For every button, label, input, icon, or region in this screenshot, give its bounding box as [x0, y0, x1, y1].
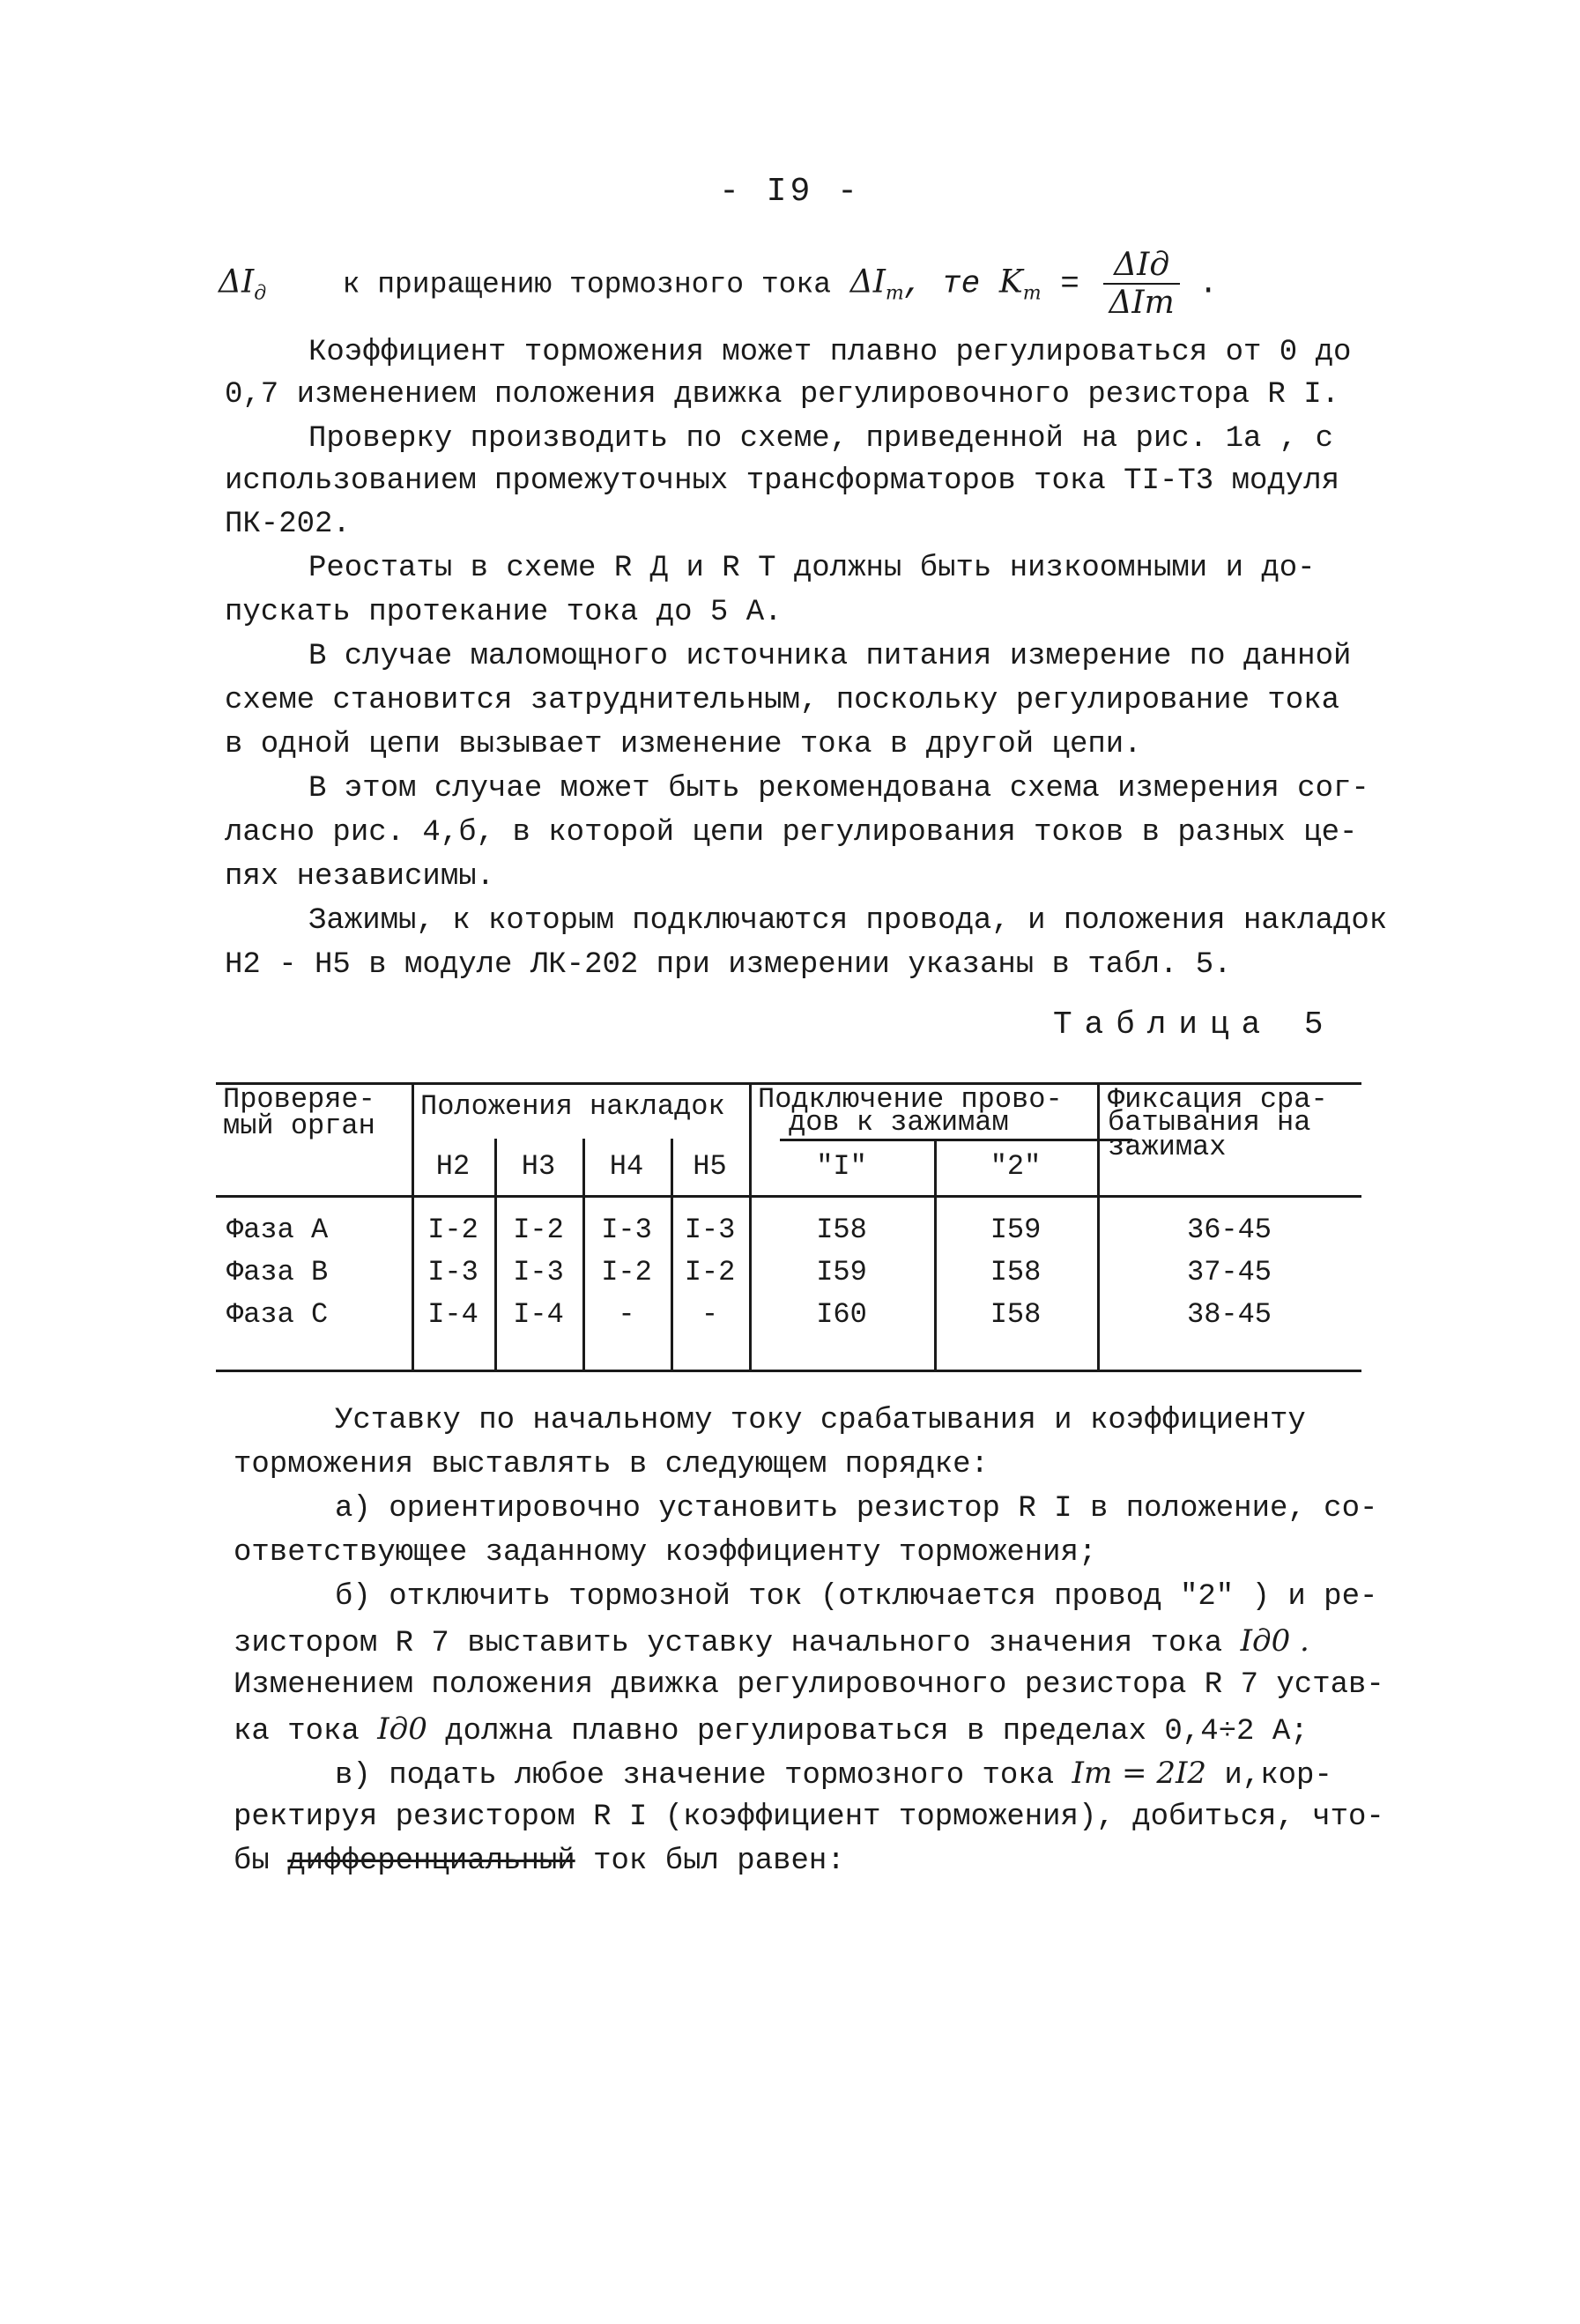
connection-subheader-rule: [780, 1139, 1132, 1141]
paragraph-line: схеме становится затруднительным, поскольку регулирование тока: [225, 684, 1340, 717]
row-wire-1: I60: [816, 1298, 867, 1331]
fraction-denominator: ΔIт: [1109, 285, 1175, 321]
line-text: должна плавно регулироваться в пределах 0,4÷2 А;: [445, 1715, 1309, 1749]
paragraph-line: В случае маломощного источника питания измерение по данной: [308, 640, 1352, 673]
formula-text: к приращению тормозного тока: [342, 268, 832, 301]
paragraph-line: Коэффициент торможения может плавно регулироваться от 0 до: [308, 336, 1352, 369]
k-symbol: K: [998, 264, 1023, 301]
paragraph-line: торможения выставлять в следующем порядке:: [234, 1448, 989, 1481]
header-wire-1: "I": [816, 1150, 867, 1183]
paragraph-line: б) отключить тормозной ток (отключается провод "2" ) и ре-: [335, 1580, 1378, 1614]
line-text: и,кор-: [1224, 1759, 1332, 1793]
paragraph-line: ПК-202.: [225, 508, 351, 541]
te-text: , те: [903, 265, 981, 302]
row-h4: I-2: [601, 1256, 652, 1288]
paragraph-line: Н2 - Н5 в модуле ЛК-202 при измерении указаны в табл. 5.: [225, 948, 1232, 982]
row-h3: I-2: [513, 1214, 564, 1246]
header-fixation-2: батывания на: [1108, 1106, 1311, 1139]
line-text: зистором R 7 выставить уставку начального значения тока: [234, 1627, 1223, 1660]
row-organ: Фаза А: [226, 1214, 329, 1246]
paragraph-line: Уставку по начальному току срабатывания и коэффициенту: [335, 1404, 1306, 1437]
table-bottom-rule: [216, 1370, 1361, 1372]
table-caption: Таблица 5: [1053, 1006, 1336, 1043]
row-h3: I-4: [513, 1298, 564, 1331]
header-positions: Положения накладок: [420, 1090, 725, 1123]
line-text: ток был равен:: [593, 1845, 845, 1878]
row-fixation: 38-45: [1186, 1298, 1272, 1331]
formula-end: .: [1198, 265, 1219, 302]
header-fixation: Фиксация сра-: [1108, 1083, 1328, 1116]
row-wire-2: I59: [990, 1214, 1042, 1246]
row-wire-2: I58: [990, 1298, 1042, 1331]
struck-word: дифференциальный: [287, 1845, 575, 1878]
row-h2: I-2: [427, 1214, 478, 1246]
row-organ: Фаза С: [226, 1298, 329, 1331]
paragraph-line: Проверку производить по схеме, приведенной на рис. 1а , с: [308, 422, 1333, 456]
formula-fraction: [1103, 247, 1179, 321]
fraction-numerator: ΔIд: [1103, 247, 1179, 285]
table-header-rule: [216, 1195, 1361, 1198]
row-organ: Фаза В: [226, 1256, 329, 1288]
paragraph-line: пях независимы.: [225, 860, 495, 894]
row-wire-1: I59: [816, 1256, 867, 1288]
row-wire-1: I58: [816, 1214, 867, 1246]
line-text: в) подать любое значение тормозного тока: [335, 1759, 1055, 1793]
paragraph-line: [234, 1623, 1309, 1661]
header-h2: Н2: [435, 1150, 471, 1183]
row-h5: I-2: [684, 1256, 736, 1288]
inline-formula-id0: Iд0 .: [1240, 1623, 1309, 1659]
delta-it-symbol: ΔI: [849, 264, 886, 301]
row-h2: I-3: [427, 1256, 478, 1288]
paragraph-line: [335, 1756, 1332, 1793]
header-organ: Проверяе-: [223, 1083, 375, 1116]
paragraph-line: 0,7 изменением положения движка регулировочного резистора R I.: [225, 378, 1340, 412]
paragraph-line: В этом случае может быть рекомендована схема измерения сог-: [308, 772, 1369, 806]
header-h5: Н5: [693, 1150, 727, 1183]
equals-sign: =: [1060, 265, 1079, 302]
header-h4: Н4: [609, 1150, 644, 1183]
delta-id-subscript: д: [254, 282, 267, 305]
paragraph-line: использованием промежуточных трансформаторов тока TI-T3 модуля: [225, 464, 1340, 498]
row-wire-2: I58: [990, 1256, 1042, 1288]
header-fixation-3: зажимах: [1108, 1131, 1227, 1163]
k-subscript: т: [1022, 282, 1042, 305]
header-wire-2: "2": [990, 1150, 1042, 1183]
paragraph-line: а) ориентировочно установить резистор R I в положение, со-: [335, 1492, 1378, 1526]
row-fixation: 36-45: [1186, 1214, 1272, 1246]
line-text: бы: [234, 1845, 270, 1878]
header-connection: Подключение прово-: [758, 1083, 1063, 1116]
paragraph-line: Зажимы, к которым подключаются провода, и положения накладок: [308, 904, 1388, 938]
row-h3: I-3: [513, 1256, 564, 1288]
paragraph-line: Реостаты в схеме R Д и R Т должны быть низкоомными и до-: [308, 552, 1316, 585]
line-text: ка тока: [234, 1715, 360, 1749]
delta-id-symbol: ΔI: [219, 264, 255, 301]
paragraph-line: [234, 1844, 845, 1879]
paragraph-line: [234, 1711, 1309, 1749]
paragraph-line: в одной цепи вызывает изменение тока в другой цепи.: [225, 728, 1142, 761]
paragraph-line: ректируя резистором R I (коэффициент торможения), добиться, что-: [234, 1801, 1384, 1834]
row-h4: I-3: [601, 1214, 652, 1246]
paragraph-line: Изменением положения движка регулировочного резистора R 7 устав-: [234, 1668, 1384, 1702]
paragraph-line: пускать протекание тока до 5 А.: [225, 596, 783, 629]
table-5: [216, 1082, 1361, 1373]
braking-coefficient-formula: [219, 247, 1218, 321]
paragraph-line: ласно рис. 4,б, в которой цепи регулирования токов в разных це-: [225, 816, 1358, 850]
page-number: - I9 -: [719, 173, 861, 211]
row-h5: I-3: [684, 1214, 736, 1246]
row-h5: -: [701, 1298, 719, 1331]
header-h3: Н3: [521, 1150, 556, 1183]
row-h4: -: [618, 1298, 635, 1331]
header-organ-2: мый орган: [223, 1110, 375, 1142]
paragraph-line: ответствующее заданному коэффициенту торможения;: [234, 1536, 1097, 1570]
delta-it-subscript: т: [885, 282, 904, 305]
row-h2: I-4: [427, 1298, 478, 1331]
inline-formula-id0: Iд0: [377, 1711, 427, 1747]
inline-formula-it: Iт = 2I2: [1072, 1756, 1207, 1791]
row-fixation: 37-45: [1186, 1256, 1272, 1288]
header-connection-2: дов к зажимам: [789, 1106, 1009, 1139]
